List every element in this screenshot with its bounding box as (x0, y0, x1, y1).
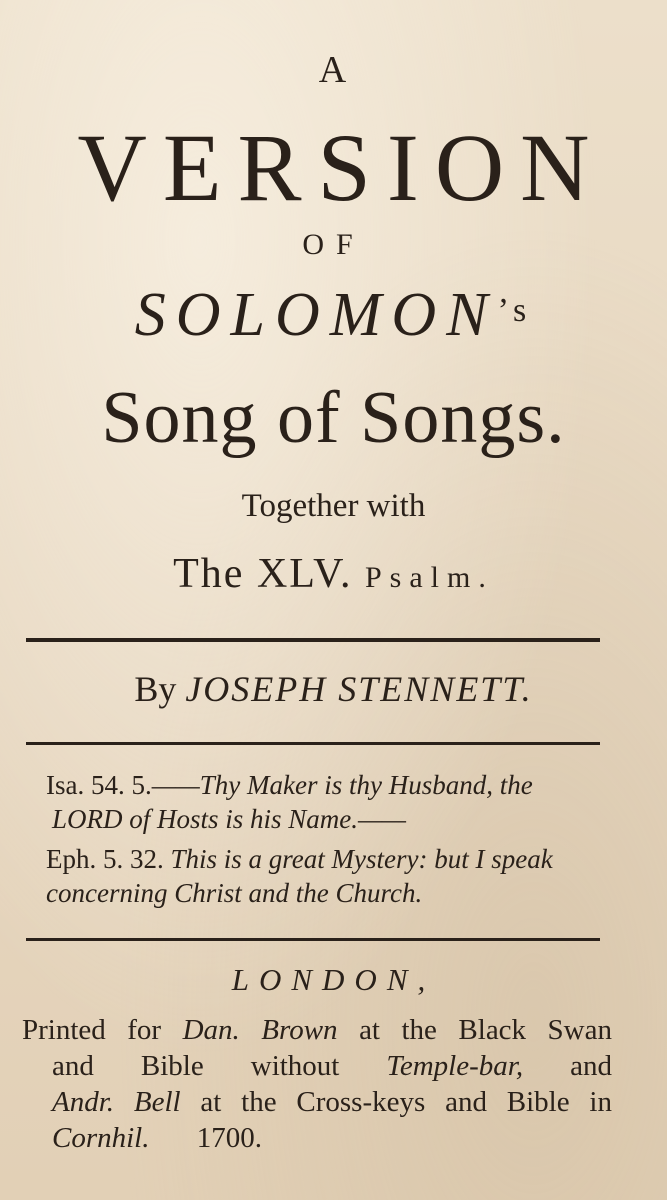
imprint-row (22, 1012, 612, 1048)
imprint-place-name: Temple-bar, (386, 1050, 524, 1082)
title-psalm-word: Psalm. (365, 561, 494, 594)
title-article: A (318, 49, 349, 91)
epigraph-isaiah (46, 768, 606, 836)
title-psalm-main: The XLV. (173, 551, 353, 597)
title-solomon-suffix: ’s (497, 292, 533, 329)
imprint-row (22, 1120, 612, 1156)
author-prefix: By (134, 669, 177, 709)
epigraph-text-line2: LORD of Hosts is his Name.—— (52, 804, 407, 834)
rule-top (26, 638, 600, 642)
epigraph-text-line1: This is a great Mystery: but I speak (170, 844, 553, 874)
imprint-block (22, 1012, 612, 1156)
rule-bottom (26, 938, 600, 941)
epigraph-ref: Isa. 54. 5. (46, 770, 152, 800)
epigraph-text-line1: ——Thy Maker is thy Husband, the (151, 770, 533, 800)
epigraph-ephesians (46, 842, 606, 910)
author-name: JOSEPH STENNETT. (185, 669, 533, 709)
title-psalm (0, 550, 667, 598)
title-version: VERSION (77, 114, 606, 221)
imprint-row (22, 1048, 612, 1084)
imprint-text: and Bible without (52, 1050, 340, 1082)
imprint-text: at the Cross-keys and Bible in (200, 1086, 612, 1118)
imprint-printer-name: Andr. Bell (52, 1086, 181, 1118)
imprint-row (22, 1084, 612, 1120)
title-solomon-name: SOLOMON (134, 281, 498, 349)
imprint-year: 1700. (196, 1122, 262, 1154)
title-of: OF (302, 228, 365, 261)
imprint-text: and (570, 1050, 613, 1082)
title-together-with: Together with (241, 488, 426, 524)
title-solomon (0, 280, 667, 351)
imprint-text: Printed for (22, 1014, 162, 1046)
title-song-of-songs: Song of Songs. (101, 377, 566, 459)
imprint-text: at the Black Swan (359, 1014, 612, 1046)
imprint-place-name: Cornhil. (52, 1122, 150, 1154)
imprint-place: LONDON, (231, 962, 436, 997)
rule-middle (26, 742, 600, 745)
epigraph-text-line2: concerning Christ and the Church. (46, 878, 423, 908)
author-line (0, 668, 667, 710)
imprint-printer-name: Dan. Brown (182, 1014, 338, 1046)
epigraph-ref: Eph. 5. 32. (46, 844, 164, 874)
